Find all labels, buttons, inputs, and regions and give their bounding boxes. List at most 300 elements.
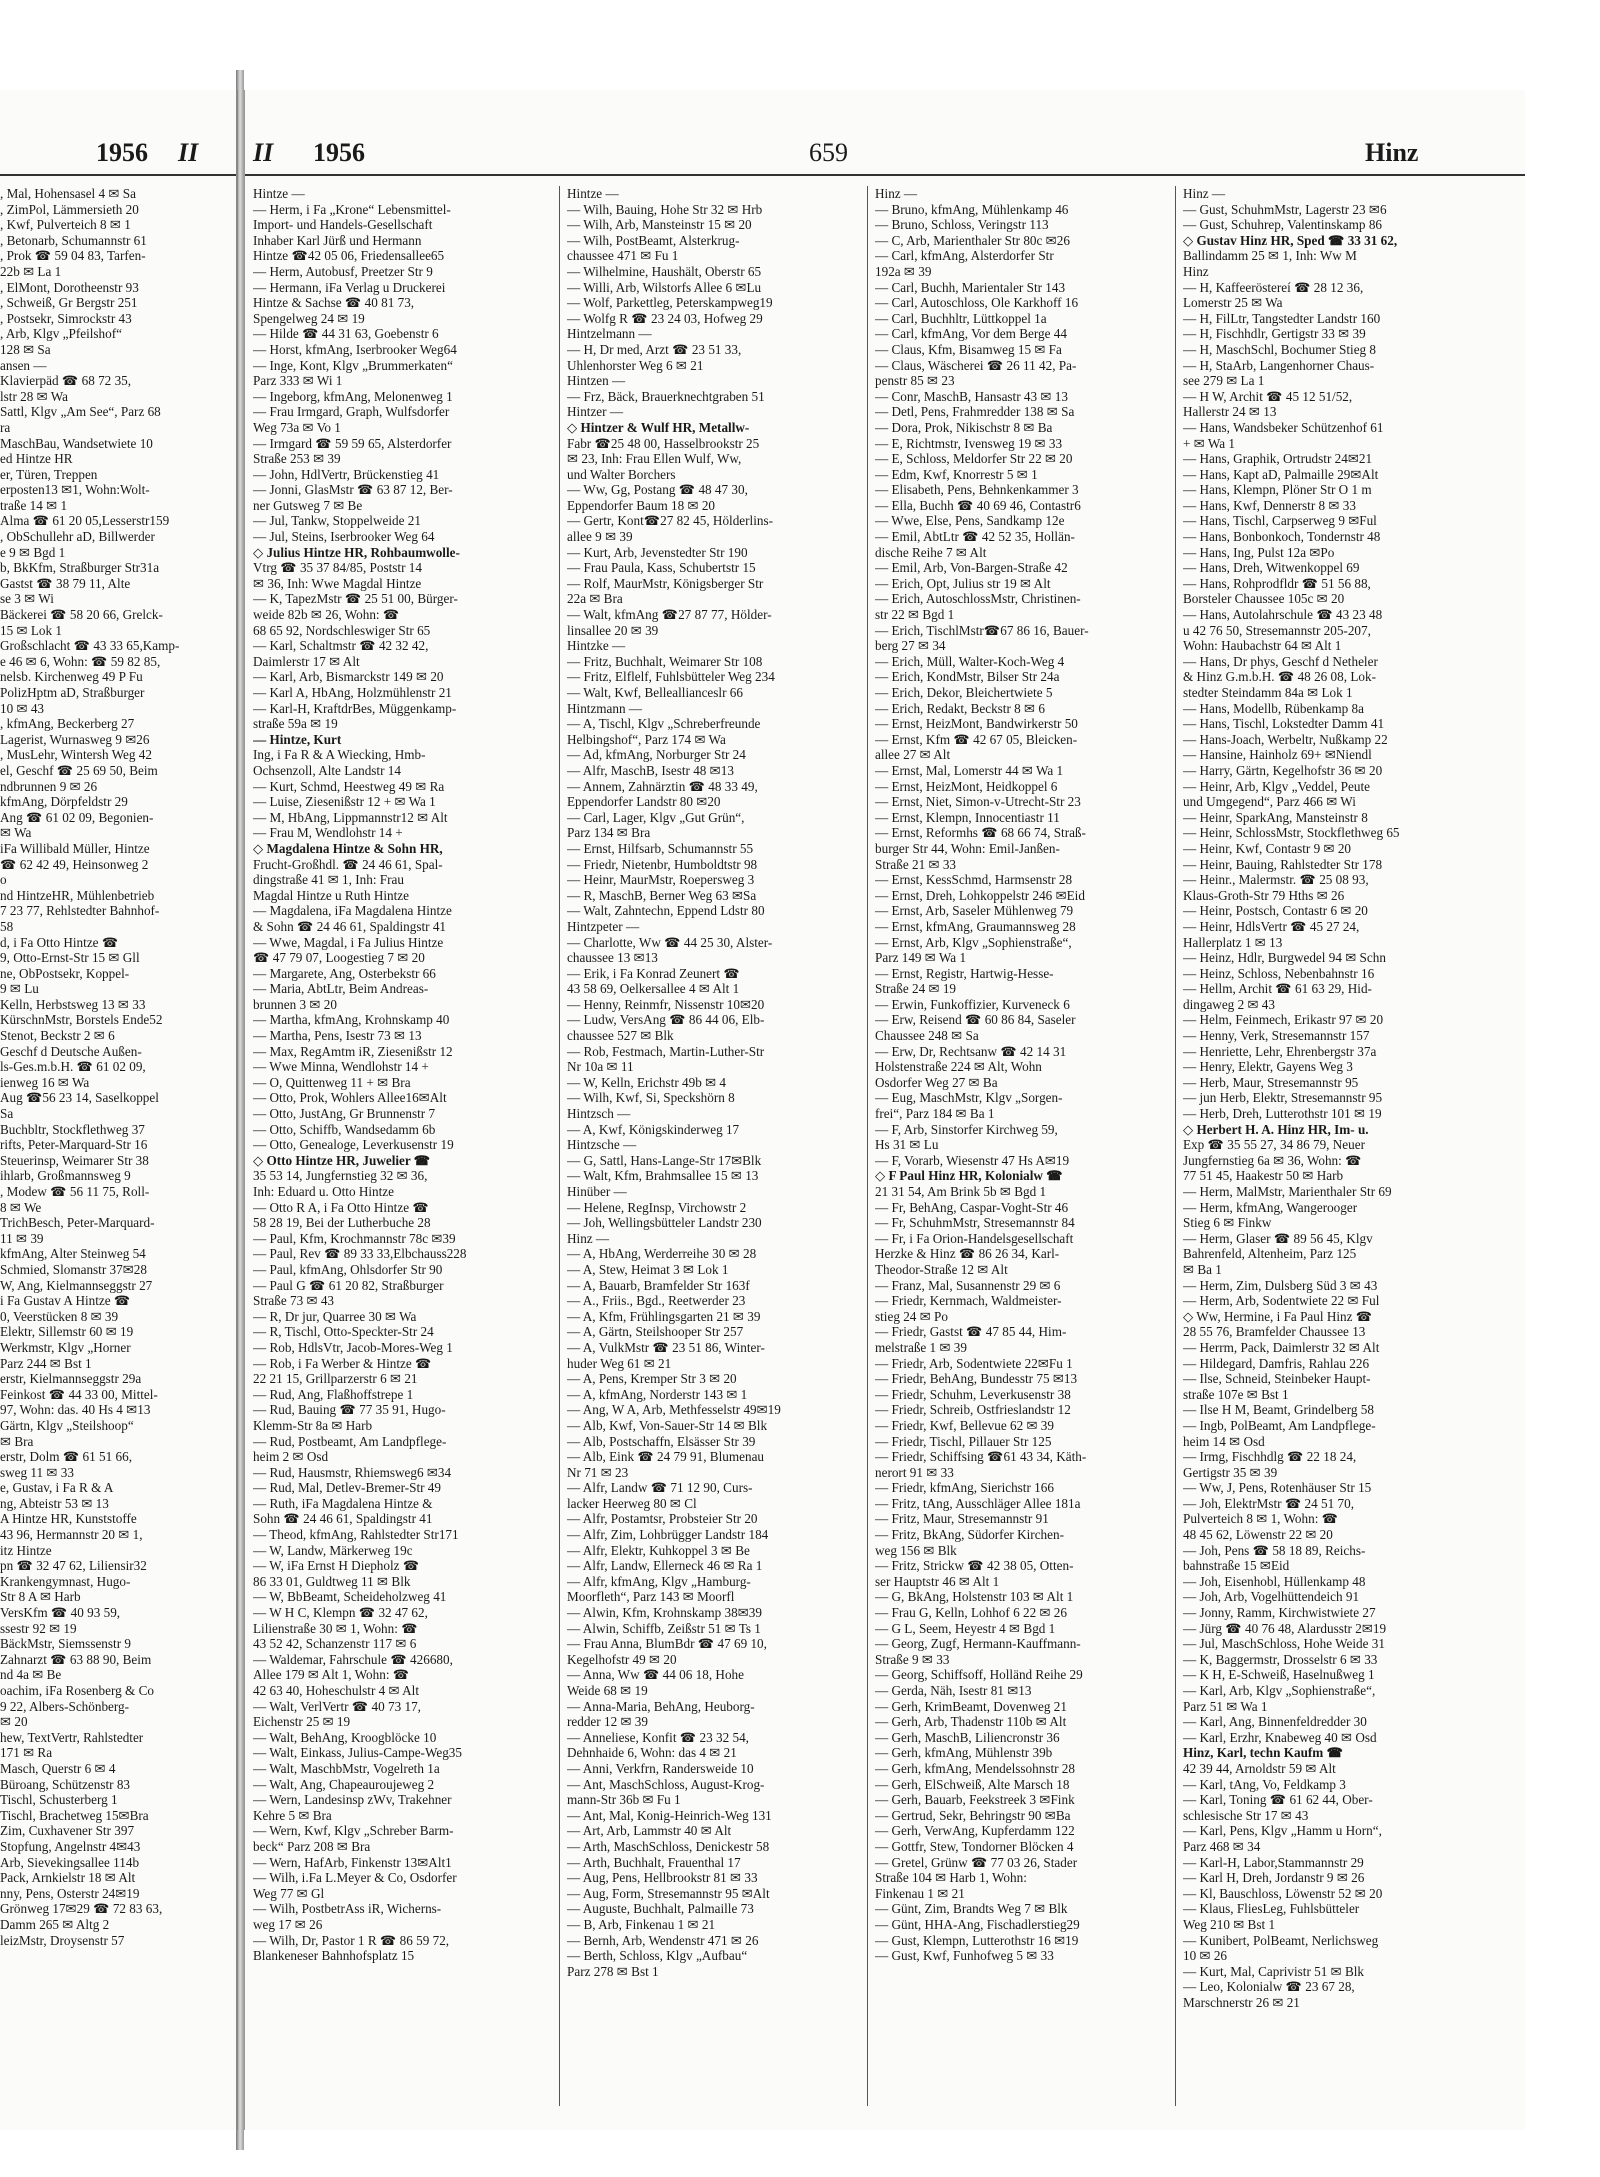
directory-entry-line: — Gust, Kwf, Funhofweg 5 ✉ 33 — [875, 1948, 1054, 1964]
directory-entry-line: — Gerh, KrimBeamt, Dovenweg 21 — [875, 1698, 1067, 1714]
directory-entry-line: — Kurt, Arb, Jevenstedter Str 190 — [567, 544, 748, 560]
directory-entry-line: — Hans, Graphik, Ortrudstr 24✉21 — [1183, 451, 1373, 467]
directory-entry-line: Stenot, Beckstr 2 ✉ 6 — [0, 1028, 115, 1044]
directory-entry-line: — Joh, ElektrMstr ☎ 24 51 70, — [1183, 1495, 1355, 1511]
directory-entry-line: schlesische Str 17 ✉ 43 — [1183, 1807, 1309, 1823]
directory-entry-line: Geschf d Deutsche Außen- — [0, 1043, 142, 1059]
directory-entry-line: Frucht-Großhdl. ☎ 24 46 61, Spal- — [253, 856, 443, 872]
directory-entry-line: , Kwf, Pulverteich 8 ✉ 1 — [0, 217, 131, 233]
directory-entry-line: Straße 21 ✉ 33 — [875, 856, 957, 872]
directory-entry-line: — Friedr, Gastst ☎ 47 85 44, Him- — [875, 1324, 1067, 1340]
directory-entry-line: — Alfr, Elektr, Kuhkoppel 3 ✉ Be — [567, 1542, 750, 1558]
directory-entry-line: 0, Veerstücken 8 ✉ 39 — [0, 1308, 119, 1324]
directory-entry-line: — Dora, Prok, Nikischstr 8 ✉ Ba — [875, 419, 1053, 435]
directory-entry-line: d, i Fa Otto Hintze ☎ — [0, 934, 119, 950]
directory-entry-line: — Gerh, kfmAng, Mühlenstr 39b — [875, 1745, 1053, 1761]
directory-entry-line: — G, Sattl, Hans-Lange-Str 17✉Blk — [567, 1152, 762, 1168]
directory-entry-line: ng, Abteistr 53 ✉ 13 — [0, 1495, 109, 1511]
directory-entry-line: chaussee 471 ✉ Fu 1 — [567, 248, 679, 264]
directory-entry-line: Ang ☎ 61 02 09, Begonien- — [0, 809, 154, 825]
directory-entry-line: Schmied, Slomanstr 37✉28 — [0, 1261, 147, 1277]
directory-entry-line: Hintzpeter — — [567, 918, 640, 934]
directory-entry-line: burger Str 44, Wohn: Emil-Janßen- — [875, 840, 1060, 856]
directory-entry-line: Krankengymnast, Hugo- — [0, 1573, 131, 1589]
directory-entry-line: — Martha, Pens, Isestr 73 ✉ 13 — [253, 1028, 422, 1044]
directory-entry-line: — Ww, Gg, Postang ☎ 48 47 30, — [567, 482, 748, 498]
directory-entry-line: — Gertrud, Sekr, Behringstr 90 ✉Ba — [875, 1807, 1071, 1823]
directory-entry-line: ◇ Otto Hintze HR, Juwelier ☎ — [253, 1152, 431, 1168]
directory-entry-line: — Henny, Verk, Stresemannstr 157 — [1183, 1028, 1370, 1044]
directory-entry-line: — Conr, MaschB, Hansastr 43 ✉ 13 — [875, 388, 1068, 404]
directory-entry-line: 42 39 44, Arnoldstr 59 ✉ Alt — [1183, 1760, 1336, 1776]
directory-entry-line: — Karl H, Dreh, Jordanstr 9 ✉ 26 — [1183, 1870, 1365, 1886]
directory-entry-line: — A, Pens, Kremper Str 3 ✉ 20 — [567, 1371, 737, 1387]
directory-entry-line: — Arth, MaschSchloss, Denickestr 58 — [567, 1838, 770, 1854]
directory-entry-line: — Aug, Pens, Hellbrookstr 81 ✉ 33 — [567, 1870, 758, 1886]
directory-entry-line: — Hansine, Hainholz 69+ ✉Niendl — [1183, 747, 1372, 763]
directory-entry-line: Chaussee 248 ✉ Sa — [875, 1028, 979, 1044]
directory-entry-line: dische Reihe 7 ✉ Alt — [875, 544, 987, 560]
directory-entry-line: — Wilh, i.Fa L.Meyer & Co, Osdorfer — [253, 1870, 457, 1886]
directory-entry-line: Eppendorfer Baum 18 ✉ 20 — [567, 497, 716, 513]
directory-entry-line: 128 ✉ Sa — [0, 341, 51, 357]
directory-entry-line: Nr 10a ✉ 11 — [567, 1059, 634, 1075]
directory-entry-line: — W H C, Klempn ☎ 32 47 62, — [253, 1605, 428, 1621]
directory-entry-line: — Herb, Dreh, Lutterothstr 101 ✉ 19 — [1183, 1106, 1382, 1122]
directory-entry-line: — Frau Irmgard, Graph, Wulfsdorfer — [253, 404, 450, 420]
directory-entry-line: TrichBesch, Peter-Marquard- — [0, 1215, 155, 1231]
directory-entry-line: — Eug, MaschMstr, Klgv „Sorgen- — [875, 1090, 1063, 1106]
directory-entry-line: ◇ Julius Hintze HR, Rohbaumwolle- — [253, 544, 460, 560]
directory-entry-line: — M, HbAng, Lippmannstr12 ✉ Alt — [253, 809, 448, 825]
directory-entry-line: straße 107e ✉ Bst 1 — [1183, 1386, 1289, 1402]
directory-entry-line: 9 ✉ Lu — [0, 981, 39, 997]
directory-entry-line: — Joh, Wellingsbütteler Landstr 230 — [567, 1215, 762, 1231]
directory-entry-line: — Alb, Kwf, Von-Sauer-Str 14 ✉ Blk — [567, 1417, 768, 1433]
directory-entry-line: — Gretel, Grünw ☎ 77 03 26, Stader — [875, 1854, 1078, 1870]
directory-entry-line: VersKfm ☎ 40 93 59, — [0, 1605, 121, 1621]
directory-entry-line: — Ernst, Dreh, Lohkoppelstr 246 ✉Eid — [875, 887, 1085, 903]
directory-entry-line: — Rob, i Fa Werber & Hintze ☎ — [253, 1355, 432, 1371]
directory-entry-line: Wohn: Haubachstr 64 ✉ Alt 1 — [1183, 638, 1342, 654]
directory-entry-line: — Karl-H, Labor,Stammannstr 29 — [1183, 1854, 1364, 1870]
directory-entry-line: Blankeneser Bahnhofsplatz 15 — [253, 1948, 415, 1964]
directory-entry-line: Zim, Cuxhavener Str 397 — [0, 1823, 135, 1839]
directory-entry-line: — Wern, HafArb, Finkenstr 13✉Alt1 — [253, 1854, 452, 1870]
directory-entry-line: — Hans, Kapt aD, Palmaille 29✉Alt — [1183, 466, 1379, 482]
directory-entry-line: — Karl-H, KraftdrBes, Müggenkamp- — [253, 700, 457, 716]
directory-entry-line: — Jul, MaschSchloss, Hohe Weide 31 — [1183, 1636, 1385, 1652]
directory-entry-line: — Bruno, Schloss, Veringstr 113 — [875, 217, 1049, 233]
directory-entry-line: — Friedr, Arb, Sodentwiete 22✉Fu 1 — [875, 1355, 1073, 1371]
directory-entry-line: Straße 104 ✉ Harb 1, Wohn: — [875, 1870, 1027, 1886]
directory-entry-line: — Günt, Zim, Brandts Weg 7 ✉ Blk — [875, 1901, 1068, 1917]
directory-entry-line: — Friedr, Nietenbr, Humboldtstr 98 — [567, 856, 758, 872]
directory-entry-line: Hinz — — [1183, 186, 1226, 201]
directory-entry-line: — Jonni, GlasMstr ☎ 63 87 12, Ber- — [253, 482, 453, 498]
directory-entry-line: Lomerstr 25 ✉ Wa — [1183, 295, 1283, 311]
directory-entry-line: Parz 468 ✉ 34 — [1183, 1838, 1261, 1854]
directory-entry-line: 10 ✉ 26 — [1183, 1948, 1228, 1964]
directory-entry-line: Theodor-Straße 12 ✉ Alt — [875, 1261, 1008, 1277]
right-page-header — [245, 90, 1525, 167]
directory-entry-line: 77 51 45, Haakestr 50 ✉ Harb — [1183, 1168, 1344, 1184]
directory-entry-line: Steuerinsp, Weimarer Str 38 — [0, 1152, 149, 1168]
directory-entry-line: — Erich, TischlMstr☎67 86 16, Bauer- — [875, 622, 1089, 638]
directory-entry-line: — Hildegard, Damfris, Rahlau 226 — [1183, 1355, 1370, 1371]
directory-entry-line: Kegelhofstr 49 ✉ 20 — [567, 1651, 677, 1667]
directory-entry-line: — Fritz, Elflelf, Fuhlsbütteler Weg 234 — [567, 669, 775, 685]
directory-entry-line: — Bruno, kfmAng, Mühlenkamp 46 — [875, 201, 1069, 217]
directory-entry-line: allee 9 ✉ 39 — [567, 529, 633, 545]
directory-entry-line: Tischl, Schusterberg 1 — [0, 1792, 118, 1808]
directory-entry-line: — Waldemar, Fahrschule ☎ 426680, — [253, 1651, 453, 1667]
directory-entry-line: — Fr, SchuhmMstr, Stresemannstr 84 — [875, 1215, 1075, 1231]
directory-entry-line: ☎ 47 79 07, Loogestieg 7 ✉ 20 — [253, 950, 425, 966]
directory-entry-line: — Joh, Arb, Vogelhüttendeich 91 — [1183, 1589, 1360, 1605]
directory-entry-line: 58 28 19, Bei der Lutherbuche 28 — [253, 1215, 431, 1231]
directory-entry-line: — H, FilLtr, Tangstedter Landstr 160 — [1183, 310, 1381, 326]
directory-entry-line: — Ernst, Arb, Saseler Mühlenweg 79 — [875, 903, 1074, 919]
directory-entry-line: Allee 179 ✉ Alt 1, Wohn: ☎ — [253, 1667, 410, 1683]
directory-entry-line: — Gerda, Näh, Isestr 81 ✉13 — [875, 1683, 1032, 1698]
directory-entry-line: — Carl, Autoschloss, Ole Karkhoff 16 — [875, 295, 1079, 311]
directory-entry-line: — A., Friis., Bgd., Reetwerder 23 — [567, 1293, 746, 1309]
directory-entry-line: 43 52 42, Schanzenstr 117 ✉ 6 — [253, 1636, 417, 1652]
directory-entry-line: — Kl, Bauschloss, Löwenstr 52 ✉ 20 — [1183, 1885, 1383, 1901]
directory-entry-line: Straße 73 ✉ 43 — [253, 1293, 335, 1309]
directory-entry-line: — H W, Archit ☎ 45 12 51/52, — [1183, 388, 1353, 404]
directory-entry-line: Kelln, Herbstsweg 13 ✉ 33 — [0, 996, 146, 1012]
directory-entry-line: — Friedr, kfmAng, Sierichstr 166 — [875, 1480, 1054, 1496]
directory-entry-line: — Walt, Zahntechn, Eppend Ldstr 80 — [567, 903, 765, 919]
directory-entry-line: Aug ☎56 23 14, Saselkoppel — [0, 1090, 159, 1106]
directory-entry-line: leizMstr, Droysenstr 57 — [0, 1932, 125, 1948]
directory-entry-line: — Herm, MalMstr, Marienthaler Str 69 — [1183, 1184, 1392, 1199]
directory-entry-line: — K, Baggermstr, Drosselstr 6 ✉ 33 — [1183, 1651, 1378, 1667]
directory-entry-line: , Betonarb, Schumannstr 61 — [0, 232, 147, 248]
directory-entry-line: — Heinr, SchlossMstr, Stockflethweg 65 — [1183, 825, 1400, 841]
directory-entry-line: ra — [0, 419, 11, 435]
directory-entry-line: ✉ 36, Inh: Wwe Magdal Hintze — [253, 575, 422, 591]
directory-entry-line: — Rud, Ang, Flaßhoffstrepe 1 — [253, 1386, 414, 1402]
directory-entry-line: ls-Ges.m.b.H. ☎ 61 02 09, — [0, 1059, 146, 1075]
directory-entry-line: — Leo, Kolonialw ☎ 23 67 28, — [1183, 1979, 1355, 1995]
directory-entry-line: KürschnMstr, Borstels Ende52 — [0, 1012, 163, 1028]
directory-entry-line: — Herrm, Pack, Daimlerstr 32 ✉ Alt — [1183, 1339, 1380, 1355]
directory-entry-line: Sa — [0, 1106, 14, 1122]
directory-entry-line: Hintzer — — [567, 404, 624, 420]
directory-entry-line: Masch, Querstr 6 ✉ 4 — [0, 1760, 116, 1776]
directory-entry-line: — Ant, Mal, Konig-Heinrich-Weg 131 — [567, 1807, 772, 1823]
directory-entry-line: 9, Otto-Ernst-Str 15 ✉ Gll — [0, 950, 140, 966]
directory-entry-line: Klavierpäd ☎ 68 72 35, — [0, 373, 132, 389]
directory-entry-line: — Hans-Joach, Werbeltr, Nußkamp 22 — [1183, 731, 1388, 747]
directory-entry-line: Hintze & Sachse ☎ 40 81 73, — [253, 295, 415, 311]
directory-entry-line: 192a ✉ 39 — [875, 263, 932, 279]
directory-entry-line: — B, Arb, Finkenau 1 ✉ 21 — [567, 1916, 716, 1932]
directory-entry-line: — Gust, SchuhmMstr, Lagerstr 23 ✉6 — [1183, 201, 1387, 217]
directory-entry-line: — Carl, Lager, Klgv „Gut Grün“, — [567, 809, 745, 825]
directory-entry-line: , Arb, Klgv „Pfeilshof“ — [0, 326, 122, 342]
directory-entry-line: Hs 31 ✉ Lu — [875, 1137, 939, 1153]
left-header-rule — [0, 174, 236, 176]
directory-entry-line: — O, Quittenweg 11 + ✉ Bra — [253, 1074, 411, 1090]
directory-entry-line: — H, MaschSchl, Bochumer Stieg 8 — [1183, 341, 1377, 357]
directory-entry-line: kfmAng, Dörpfeldstr 29 — [0, 794, 128, 810]
directory-entry-line: Parz 149 ✉ Wa 1 — [875, 950, 967, 966]
directory-entry-line: — Erwin, Funkoffizier, Kurveneck 6 — [875, 996, 1070, 1012]
directory-entry-line: dingstraße 41 ✉ 1, Inh: Frau — [253, 872, 404, 888]
directory-entry-line: — R, MaschB, Berner Weg 63 ✉Sa — [567, 887, 757, 903]
directory-entry-line: & Hinz G.m.b.H. ☎ 48 26 08, Lok- — [1183, 669, 1376, 685]
directory-entry-line: — Erich, KondMstr, Bilser Str 24a — [875, 669, 1060, 685]
directory-entry-line: Werkmstr, Klgv „Horner — [0, 1339, 131, 1355]
directory-entry-line: A Hintze HR, Kunststoffe — [0, 1511, 137, 1527]
directory-entry-line: — Gertr, Kont☎27 82 45, Hölderlins- — [567, 513, 773, 529]
directory-entry-line: — Horst, kfmAng, Iserbrooker Weg64 — [253, 341, 457, 357]
directory-entry-line: — Ang, W A, Arb, Methfesselstr 49✉19 — [567, 1402, 781, 1418]
directory-entry-line: — Heinr, SparkAng, Mansteinstr 8 — [1183, 809, 1368, 825]
directory-entry-line: MaschBau, Wandsetwiete 10 — [0, 435, 153, 451]
directory-entry-line: b, BkKfm, Straßburger Str31a — [0, 560, 160, 576]
directory-entry-line: Straße 24 ✉ 19 — [875, 981, 957, 997]
directory-entry-line: — Hans, Tischl, Carpserweg 9 ✉Ful — [1183, 513, 1377, 529]
directory-entry-line: — G L, Seem, Heyestr 4 ✉ Bgd 1 — [875, 1620, 1056, 1636]
directory-entry-line: — Wolfg R ☎ 23 24 03, Hofweg 29 — [567, 310, 763, 326]
directory-entry-line: — Gust, Schuhrep, Valentinskamp 86 — [1183, 217, 1383, 233]
directory-entry-line: — Magdalena, iFa Magdalena Hintze — [253, 903, 452, 919]
directory-entry-line: — Jonny, Ramm, Kirchwistwiete 27 — [1183, 1605, 1376, 1621]
directory-entry-line: Spengelweg 24 ✉ 19 — [253, 310, 365, 326]
directory-entry-line: — Karl, Arb, Klgv „Sophienstraße“, — [1183, 1683, 1376, 1698]
directory-entry-line: 22a ✉ Bra — [567, 591, 623, 607]
directory-entry-line: — F, Arb, Sinstorfer Kirchweg 59, — [875, 1121, 1058, 1137]
directory-entry-line: — Karl, tAng, Vo, Feldkamp 3 — [1183, 1776, 1346, 1792]
directory-entry-line: itz Hintze — [0, 1542, 52, 1558]
directory-entry-line: — Anna, Ww ☎ 44 06 18, Hohe — [567, 1667, 744, 1683]
directory-entry-line: — Fritz, Buchhalt, Weimarer Str 108 — [567, 653, 763, 669]
directory-entry-line: Osdorfer Weg 27 ✉ Ba — [875, 1074, 998, 1090]
directory-entry-line: — Ernst, HeizMont, Heidkoppel 6 — [875, 778, 1058, 794]
directory-entry-line: i Fa Gustav A Hintze ☎ — [0, 1293, 131, 1309]
directory-entry-line: Jungfernstieg 6a ✉ 36, Wohn: ☎ — [1183, 1152, 1362, 1168]
directory-entry-line: & Sohn ☎ 24 46 61, Spaldingstr 41 — [253, 918, 447, 934]
directory-entry-line: — Hans, Wandsbeker Schützenhof 61 — [1183, 419, 1384, 435]
directory-entry-line: ◇ Hintzer & Wulf HR, Metallw- — [567, 419, 750, 435]
directory-entry-line: W, Ang, Kielmannseggstr 27 — [0, 1277, 153, 1293]
directory-entry-line: , Prok ☎ 59 04 83, Tarfen- — [0, 248, 146, 264]
directory-entry-line: 43 58 69, Oelkersallee 4 ✉ Alt 1 — [567, 981, 740, 997]
directory-entry-line: — Wilh, Dr, Pastor 1 R ☎ 86 59 72, — [253, 1932, 450, 1948]
directory-entry-line: traße 14 ✉ 1 — [0, 497, 68, 513]
directory-entry-line: — Gerh, kfmAng, Mendelssohnstr 28 — [875, 1760, 1075, 1776]
directory-entry-line: str 22 ✉ Bgd 1 — [875, 607, 955, 623]
directory-entry-line: , Postsekr, Simrockstr 43 — [0, 310, 132, 326]
directory-entry-line: — Anni, Verkfrn, Randersweide 10 — [567, 1760, 754, 1776]
directory-entry-line: — Ernst, Hilfsarb, Schumannstr 55 — [567, 840, 754, 856]
directory-entry-line: ✉ Wa — [0, 825, 32, 841]
directory-entry-line: ner Gutsweg 7 ✉ Be — [253, 497, 363, 513]
column-rule — [867, 186, 868, 2106]
directory-entry-line: 48 45 62, Löwenstr 22 ✉ 20 — [1183, 1527, 1333, 1543]
directory-entry-line: Pulverteich 8 ✉ 1, Wohn: ☎ — [1183, 1511, 1339, 1527]
directory-entry-line: — Herm, Glaser ☎ 89 56 45, Klgv — [1183, 1230, 1373, 1246]
directory-column-2 — [567, 186, 862, 2116]
directory-entry-line: — Claus, Wäscherei ☎ 26 11 42, Pa- — [875, 357, 1077, 373]
directory-entry-line: o — [0, 872, 7, 888]
directory-entry-line: — Ernst, KessSchmd, Harmsenstr 28 — [875, 872, 1073, 888]
directory-entry-line: — A, HbAng, Werderreihe 30 ✉ 28 — [567, 1246, 757, 1262]
directory-entry-line: Hintzelmann — — [567, 326, 652, 342]
directory-entry-line: — Ilse, Schneid, Steinbeker Haupt- — [1183, 1371, 1371, 1387]
directory-entry-line: Fabr ☎25 48 00, Hasselbrookstr 25 — [567, 435, 760, 451]
directory-entry-line: ssestr 92 ✉ 19 — [0, 1620, 77, 1636]
directory-entry-line: Sattl, Klgv „Am See“, Parz 68 — [0, 404, 161, 420]
directory-entry-line: — Walt, Kwf, Belleallianceslr 66 — [567, 685, 743, 700]
directory-entry-line: — Hans, Klempn, Plöner Str O 1 m — [1183, 482, 1372, 498]
directory-entry-line: Gärtn, Klgv „Steilshoop“ — [0, 1417, 134, 1433]
directory-entry-line: Gastst ☎ 38 79 11, Alte — [0, 575, 131, 591]
directory-entry-line: Hinz — — [567, 1230, 610, 1246]
directory-entry-line: — Hans, Kwf, Dennerstr 8 ✉ 33 — [1183, 497, 1356, 513]
directory-entry-line: — Margarete, Ang, Osterbekstr 66 — [253, 965, 436, 981]
directory-entry-line: — Georg, Zugf, Hermann-Kauffmann- — [875, 1636, 1081, 1652]
directory-entry-line: mann-Str 36b ✉ Fu 1 — [567, 1792, 681, 1808]
directory-entry-line: 35 53 14, Jungfernstieg 32 ✉ 36, — [253, 1168, 428, 1184]
directory-entry-line: Ballindamm 25 ✉ 1, Inh: Ww M — [1183, 248, 1357, 264]
directory-entry-line: kfmAng, Alter Steinweg 54 — [0, 1246, 146, 1262]
directory-entry-line: ◇ F Paul Hinz HR, Kolonialw ☎ — [875, 1168, 1063, 1184]
directory-entry-line: — Harry, Gärtn, Kegelhofstr 36 ✉ 20 — [1183, 762, 1383, 778]
directory-entry-line: — jun Herb, Elektr, Stresemannstr 95 — [1183, 1090, 1383, 1106]
directory-entry-line: — Hermann, iFa Verlag u Druckerei — [253, 279, 446, 295]
directory-entry-line: — Otto R A, i Fa Otto Hintze ☎ — [253, 1199, 429, 1215]
directory-entry-line: — Alfr, Zim, Lohbrügger Landstr 184 — [567, 1527, 769, 1543]
directory-entry-line: — Art, Arb, Lammstr 40 ✉ Alt — [567, 1823, 732, 1839]
directory-entry-line: ✉ Bra — [0, 1433, 34, 1449]
directory-entry-line: — Joh, Pens ☎ 58 18 89, Reichs- — [1183, 1542, 1366, 1558]
directory-entry-line: nelsb. Kirchenweg 49 P Fu — [0, 669, 143, 685]
directory-entry-line: + ✉ Wa 1 — [1183, 435, 1235, 451]
directory-entry-line: — Ad, kfmAng, Norburger Str 24 — [567, 747, 746, 763]
directory-entry-line: — Inge, Kont, Klgv „Brummerkaten“ — [253, 357, 453, 373]
directory-entry-line: heim 2 ✉ Osd — [253, 1449, 329, 1465]
directory-entry-line: Stieg 6 ✉ Finkw — [1183, 1215, 1272, 1231]
directory-entry-line: ✉ Ba 1 — [1183, 1261, 1222, 1277]
directory-entry-line: — Heinr, HdlsVertr ☎ 45 27 24, — [1183, 918, 1360, 934]
directory-entry-line: — Irmg, Fischhdlg ☎ 22 18 24, — [1183, 1449, 1357, 1465]
directory-entry-line: huder Weg 61 ✉ 21 — [567, 1355, 672, 1371]
left-column — [0, 186, 232, 2116]
directory-entry-line: Hallerplatz 1 ✉ 13 — [1183, 934, 1283, 950]
directory-entry-line: — A, VulkMstr ☎ 23 51 86, Winter- — [567, 1339, 765, 1355]
directory-column-4 — [1183, 186, 1478, 2116]
directory-entry-line: Inhaber Karl Jürß und Hermann — [253, 232, 422, 248]
directory-entry-line: Sohn ☎ 24 46 61, Spaldingstr 41 — [253, 1511, 433, 1527]
directory-entry-line: — Erw, Reisend ☎ 60 86 84, Saseler — [875, 1012, 1076, 1028]
left-page-header — [0, 90, 236, 167]
directory-entry-line: , Modew ☎ 56 11 75, Roll- — [0, 1184, 150, 1199]
directory-entry-line: PolizHptm aD, Straßburger — [0, 685, 145, 700]
directory-entry-line: — Helm, Feinmech, Erikastr 97 ✉ 20 — [1183, 1012, 1384, 1028]
directory-entry-line: Moorfleth“, Parz 143 ✉ Moorfl — [567, 1589, 735, 1605]
directory-entry-line: — Karl, Arb, Bismarckstr 149 ✉ 20 — [253, 669, 444, 685]
directory-entry-line: — Alb, Eink ☎ 24 79 91, Blumenau — [567, 1449, 765, 1465]
directory-entry-line: Nr 71 ✉ 23 — [567, 1464, 629, 1480]
directory-entry-line: — R, Tischl, Otto-Speckter-Str 24 — [253, 1324, 434, 1340]
directory-entry-line: Büroang, Schützenstr 83 — [0, 1776, 131, 1792]
column-rule — [559, 186, 560, 2106]
directory-entry-line: — K H, E-Schweiß, Haselnußweg 1 — [1183, 1667, 1375, 1683]
directory-entry-line: Hintzsch — — [567, 1106, 631, 1122]
directory-entry-line: ihlarb, Großmannsweg 9 — [0, 1168, 131, 1184]
directory-entry-line: 86 33 01, Guldtweg 11 ✉ Blk — [253, 1573, 411, 1589]
directory-entry-line: e 46 ✉ 6, Wohn: ☎ 59 82 85, — [0, 653, 161, 669]
directory-entry-line: Dehnhaide 6, Wohn: das 4 ✉ 21 — [567, 1745, 737, 1761]
directory-entry-line: — Karl, Erzhr, Knabeweg 40 ✉ Osd — [1183, 1729, 1377, 1745]
directory-entry-line: — Erich, Opt, Julius str 19 ✉ Alt — [875, 575, 1051, 591]
directory-entry-line: stieg 24 ✉ Po — [875, 1308, 948, 1324]
directory-entry-line: Klemm-Str 8a ✉ Harb — [253, 1417, 373, 1433]
directory-entry-line: — Heinz, Hdlr, Burgwedel 94 ✉ Schn — [1183, 950, 1386, 966]
directory-entry-line: el, Geschf ☎ 25 69 50, Beim — [0, 762, 158, 778]
directory-entry-line: pn ☎ 32 47 62, Liliensir32 — [0, 1558, 147, 1574]
directory-entry-line: Lagerist, Wurnasweg 9 ✉26 — [0, 731, 150, 747]
directory-entry-line: — Elisabeth, Pens, Behnkenkammer 3 — [875, 482, 1079, 498]
directory-entry-line: — Rolf, MaurMstr, Königsberger Str — [567, 575, 764, 591]
directory-entry-line: — Erich, Redakt, Beckstr 8 ✉ 6 — [875, 700, 1045, 716]
directory-entry-line: — Wilh, Kwf, Si, Speckshörn 8 — [567, 1090, 735, 1106]
directory-entry-line: u 42 76 50, Stresemannstr 205-207, — [1183, 622, 1371, 638]
directory-entry-line: — Hilde ☎ 44 31 63, Goebenstr 6 — [253, 326, 439, 342]
directory-entry-line: , Mal, Hohensasel 4 ✉ Sa — [0, 186, 136, 201]
directory-entry-line: — Alfr, Landw ☎ 71 12 90, Curs- — [567, 1480, 753, 1496]
directory-entry-line: allee 27 ✉ Alt — [875, 747, 951, 763]
directory-entry-line: — Auguste, Buchhalt, Palmaille 73 — [567, 1901, 754, 1917]
directory-entry-line: ◇ Herbert H. A. Hinz HR, Im- u. — [1183, 1121, 1369, 1137]
directory-entry-line: — Wilhelmine, Haushält, Oberstr 65 — [567, 263, 762, 279]
right-header-rule — [245, 174, 1525, 176]
directory-entry-line: — Martha, kfmAng, Krohnskamp 40 — [253, 1012, 450, 1028]
directory-entry-line: iFa Willibald Müller, Hintze — [0, 840, 150, 856]
directory-entry-line: beck“ Parz 208 ✉ Bra — [253, 1838, 371, 1854]
directory-entry-line: — Frau Anna, BlumBdr ☎ 47 69 10, — [567, 1636, 767, 1652]
directory-entry-line: — A, kfmAng, Norderstr 143 ✉ 1 — [567, 1386, 748, 1402]
directory-entry-line: — Wilh, PostbetrAss iR, Wicherns- — [253, 1901, 442, 1917]
directory-entry-line: Parz 134 ✉ Bra — [567, 825, 651, 841]
directory-entry-line: Großschlacht ☎ 43 33 65,Kamp- — [0, 638, 180, 654]
directory-entry-line: — R, Dr jur, Quarree 30 ✉ Wa — [253, 1308, 417, 1324]
directory-column-1 — [253, 186, 548, 2116]
running-head: Hinz — [1365, 138, 1419, 167]
directory-entry-line: , ZimPol, Lämmersieth 20 — [0, 201, 139, 217]
directory-entry-line: — Heinr, MaurMstr, Roepersweg 3 — [567, 872, 755, 888]
directory-entry-line: ◇ Magdalena Hintze & Sohn HR, — [253, 840, 443, 856]
directory-entry-line: 9 22, Albers-Schönberg- — [0, 1698, 130, 1714]
directory-entry-line: — Ella, Buchh ☎ 40 69 46, Contastr6 — [875, 497, 1081, 513]
directory-entry-line: — Paul, kfmAng, Ohlsdorfer Str 90 — [253, 1261, 443, 1277]
directory-entry-line: — Hans, Ing, Pulst 12a ✉Po — [1183, 544, 1335, 560]
directory-entry-line: — Emil, Arb, Von-Bargen-Straße 42 — [875, 560, 1068, 576]
directory-entry-line: — Ilse H M, Beamt, Grindelberg 58 — [1183, 1402, 1374, 1418]
directory-entry-line: — John, HdlVertr, Brückenstieg 41 — [253, 466, 440, 482]
directory-entry-line: — Gerh, VerwAng, Kupferdamm 122 — [875, 1823, 1075, 1839]
directory-entry-line: — A, Kfm, Frühlingsgarten 21 ✉ 39 — [567, 1308, 761, 1324]
directory-entry-line: Import- und Handels-Gesellschaft — [253, 217, 433, 233]
directory-entry-line: — Friedr, Kernmach, Waldmeister- — [875, 1293, 1062, 1309]
directory-entry-line: Damm 265 ✉ Altg 2 — [0, 1916, 110, 1932]
